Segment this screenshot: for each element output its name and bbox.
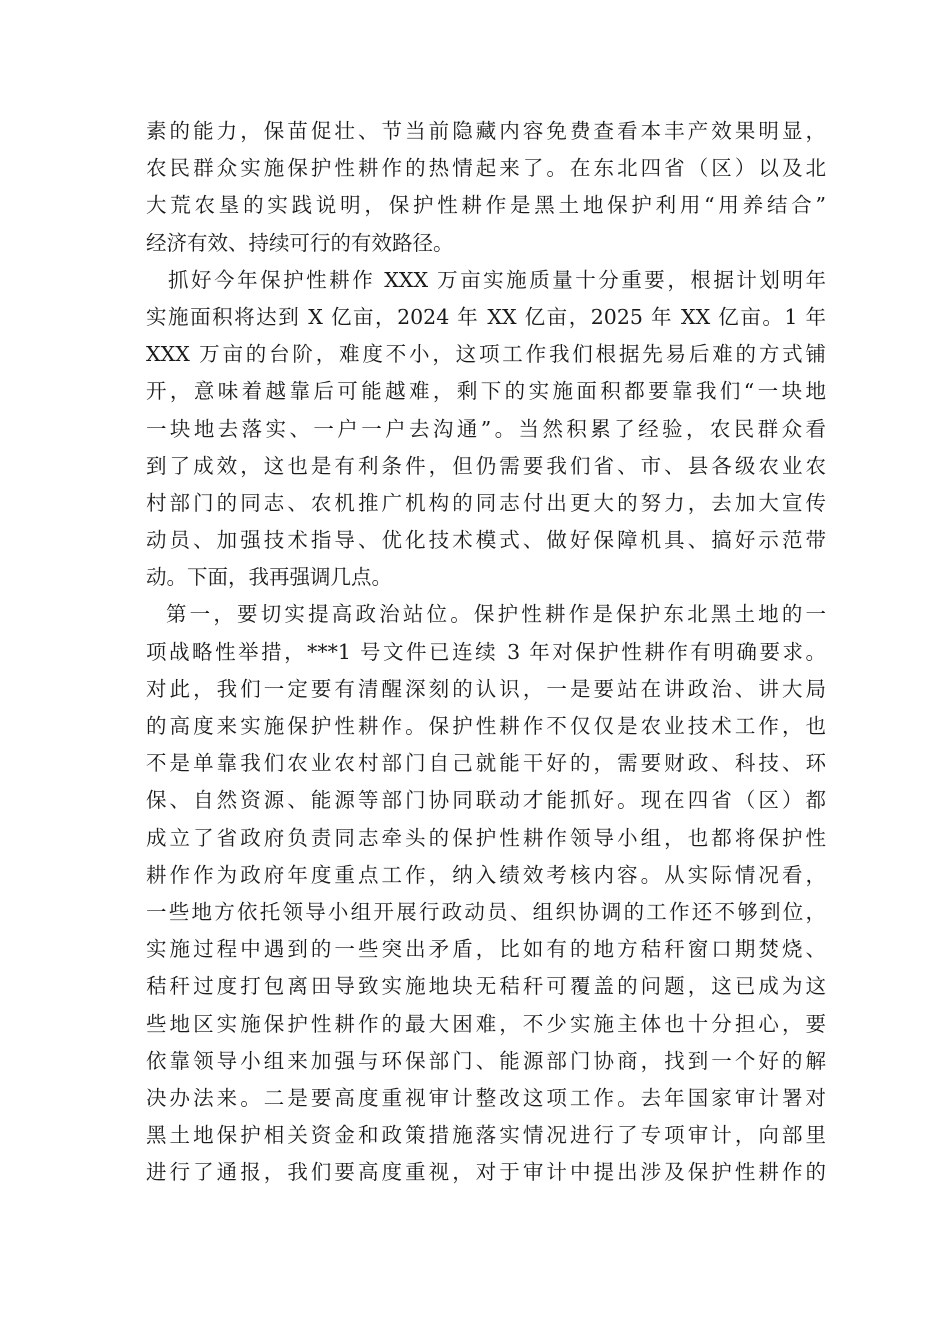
text-line: 的高度来实施保护性耕作。保护性耕作不仅仅是农业技术工作，也 — [146, 714, 826, 738]
text-line: 耕作作为政府年度重点工作，纳入绩效考核内容。从实际情况看， — [146, 862, 826, 887]
text-line: 农民群众实施保护性耕作的热情起来了。在东北四省（区）以及北 — [146, 156, 826, 181]
text-line: 秸秆过度打包离田导致实施地块无秸秆可覆盖的问题，这已成为这 — [146, 974, 826, 999]
paragraph-2 — [146, 262, 826, 597]
text-line: 成立了省政府负责同志牵头的保护性耕作领导小组，也都将保护性 — [146, 825, 826, 850]
text-line: 些地区实施保护性耕作的最大困难，不少实施主体也十分担心，要 — [146, 1011, 826, 1036]
text-line: 抓好今年保护性耕作 XXX 万亩实施质量十分重要，根据计划明年 — [168, 267, 826, 292]
text-line: 动。下面，我再强调几点。 — [146, 565, 392, 590]
paragraph-3 — [146, 596, 826, 1191]
text-line: 经济有效、持续可行的有效路径。 — [146, 230, 454, 255]
text-line: 一块地去落实、一户一户去沟通”。当然积累了经验，农民群众看 — [146, 416, 826, 441]
text-line: 实施过程中遇到的一些突出矛盾，比如有的地方秸秆窗口期焚烧、 — [146, 937, 826, 962]
paragraph-1 — [146, 113, 826, 262]
text-line: 不是单靠我们农业农村部门自己就能干好的，需要财政、科技、环 — [146, 751, 826, 776]
text-line: 保、自然资源、能源等部门协同联动才能抓好。现在四省（区）都 — [146, 788, 826, 813]
text-line: 决办法来。二是要高度重视审计整改这项工作。去年国家审计署对 — [146, 1085, 826, 1110]
text-line: 素的能力，保苗促壮、节当前隐藏内容免费查看本丰产效果明显， — [146, 119, 826, 143]
text-line: 开，意味着越靠后可能越难，剩下的实施面积都要靠我们“一块地 — [146, 379, 826, 404]
document-body — [146, 113, 826, 1191]
text-line: 对此，我们一定要有清醒深刻的认识，一是要站在讲政治、讲大局 — [146, 676, 826, 701]
text-line: 村部门的同志、农机推广机构的同志付出更大的努力，去加大宣传 — [146, 490, 826, 515]
text-line: 一些地方依托领导小组开展行政动员、组织协调的工作还不够到位， — [146, 899, 826, 924]
text-line: XXX 万亩的台阶，难度不小，这项工作我们根据先易后难的方式铺 — [146, 342, 826, 367]
text-line: 实施面积将达到 X 亿亩，2024 年 XX 亿亩，2025 年 XX 亿亩。1 年 — [146, 304, 826, 329]
text-line: 进行了通报，我们要高度重视，对于审计中提出涉及保护性耕作的 — [146, 1160, 826, 1185]
text-line: 依靠领导小组来加强与环保部门、能源部门协商，找到一个好的解 — [146, 1048, 826, 1073]
text-line: 大荒农垦的实践说明，保护性耕作是黑土地保护利用“用养结合” — [146, 193, 826, 218]
text-line: 动员、加强技术指导、优化技术模式、做好保障机具、搞好示范带 — [146, 528, 826, 553]
text-line: 黑土地保护相关资金和政策措施落实情况进行了专项审计，向部里 — [146, 1123, 826, 1148]
text-line: 到了成效，这也是有利条件，但仍需要我们省、市、县各级农业农 — [146, 453, 826, 478]
text-line: 第一，要切实提高政治站位。保护性耕作是保护东北黑土地的一 — [166, 602, 826, 627]
text-line: 项战略性举措，***1 号文件已连续 3 年对保护性耕作有明确要求。 — [146, 639, 826, 664]
